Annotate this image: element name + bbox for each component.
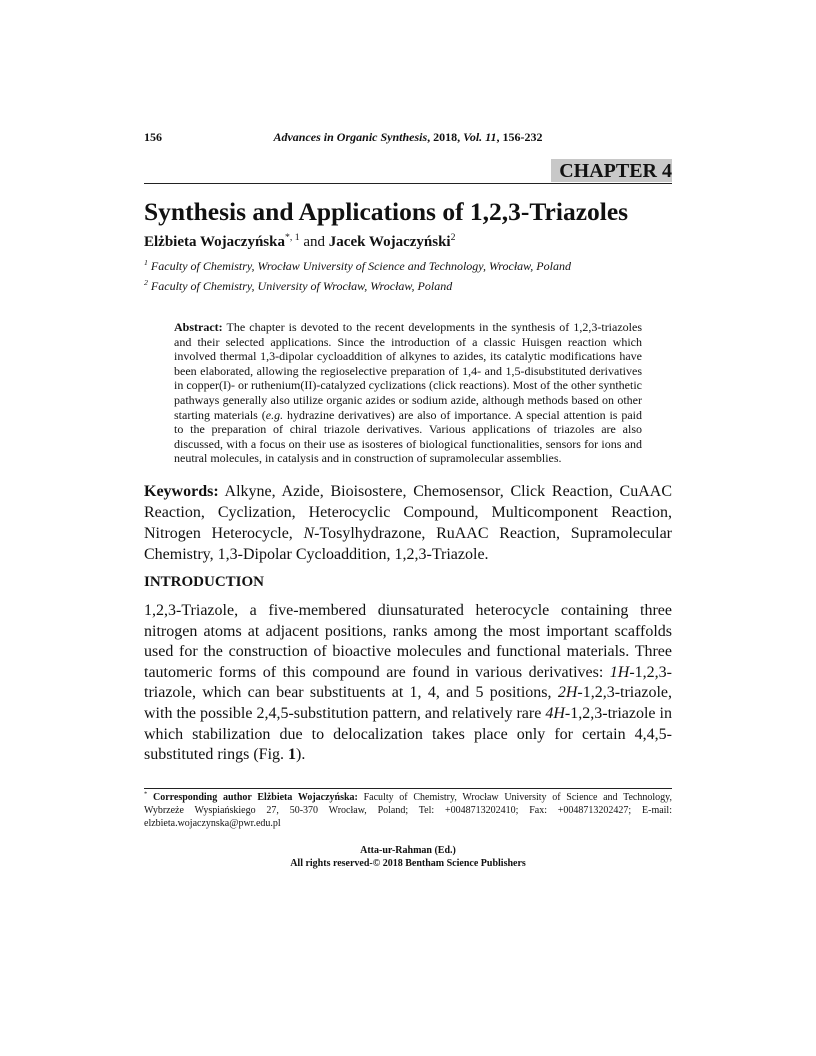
abstract-text: e.g. bbox=[265, 407, 284, 422]
chapter-label: CHAPTER 4 bbox=[551, 159, 672, 182]
authors-and: and bbox=[299, 234, 329, 250]
keywords-text: N bbox=[303, 524, 315, 542]
footnote bbox=[144, 791, 672, 830]
journal-volume: Vol. 11 bbox=[463, 130, 497, 144]
affiliation-number: 1 bbox=[144, 258, 148, 267]
keywords-text: -Tosylhydrazone, RuAAC Reaction, Supramolecular Chemistry, 1,3-Dipolar Cycloaddition, 1,2,3-Triazole. bbox=[144, 524, 673, 563]
affiliation-text: Faculty of Chemistry, Wrocław University of Science and Technology, Wrocław, Poland bbox=[150, 259, 571, 273]
header-rule bbox=[144, 183, 672, 184]
figure-link[interactable]: 1 bbox=[288, 746, 297, 764]
affiliation-2 bbox=[144, 279, 672, 293]
page-number: 156 bbox=[144, 130, 162, 144]
footnote-mark: * bbox=[144, 790, 148, 798]
body-text: 4H bbox=[545, 704, 565, 722]
footnote-label: Corresponding author Elżbieta Wojaczyńska: bbox=[152, 791, 358, 803]
introduction-paragraph bbox=[144, 601, 672, 766]
body-text: 1H bbox=[609, 663, 630, 681]
body-text: -1,2,3-triazole in which stabilization due to delocalization takes place only for certain 4,4,5-substituted rings (Fig. bbox=[144, 704, 672, 764]
footnote-rule bbox=[144, 788, 672, 789]
journal-pages: , 156-232 bbox=[496, 130, 543, 144]
abstract-label: Abstract: bbox=[174, 320, 223, 334]
body-text: ). bbox=[296, 746, 306, 764]
abstract bbox=[174, 320, 642, 466]
chapter-title: Synthesis and Applications of 1,2,3-Triazoles bbox=[144, 197, 629, 226]
body-text: -1,2,3-triazole, which can bear substituents at 1, 4, and 5 positions, bbox=[144, 663, 672, 702]
affiliation-1 bbox=[144, 259, 672, 273]
page-body bbox=[144, 197, 672, 870]
journal-citation bbox=[204, 130, 612, 145]
running-header bbox=[144, 130, 672, 145]
authors bbox=[144, 233, 672, 251]
body-text: 1,2,3-Triazole, a five-membered diunsaturated heterocycle containing three nitrogen atoms at adjacent positions, ranks among the most important scaffolds used for the construction of bioactive molecules and functional materials. Three tautomeric forms of this compound are found in various derivatives: bbox=[144, 601, 672, 681]
journal-year: , 2018, bbox=[427, 130, 464, 144]
author-2: Jacek Wojaczyński bbox=[328, 234, 451, 250]
author-1: Elżbieta Wojaczyńska bbox=[144, 234, 285, 250]
editor-credit bbox=[144, 844, 672, 870]
section-heading: INTRODUCTION bbox=[144, 573, 265, 590]
footnote-text: Faculty of Chemistry, Wrocław University of Science and Technology, Wybrzeże Wyspiańskiego 27, 50-370 Wrocław, Poland; Tel: +0048713202410; Fax: +0048713202427; E-mail: elzbieta.wojaczynska@pwr.edu.pl bbox=[144, 791, 672, 829]
copyright: All rights reserved-© 2018 Bentham Science Publishers bbox=[290, 857, 526, 869]
keywords-label: Keywords: bbox=[144, 482, 219, 500]
affiliation-text: Faculty of Chemistry, University of Wrocław, Wrocław, Poland bbox=[150, 279, 453, 293]
author-1-affil: *, 1 bbox=[284, 232, 300, 243]
keywords bbox=[144, 481, 672, 565]
abstract-text: hydrazine derivatives) are also of importance. A special attention is paid to the preparation of chiral triazole derivatives. Various applications of triazoles are also discussed, with a focus on their use as isosteres of biological functionalities, sensors for ions and neutral molecules, in catalysis and in construction of supramolecular assemblies. bbox=[174, 407, 642, 466]
keywords-text: Alkyne, Azide, Bioisostere, Chemosensor, Click Reaction, CuAAC Reaction, Cyclization, Heterocyclic Compound, Multicomponent Reaction, Nitrogen Heterocycle, bbox=[144, 482, 672, 542]
affiliation-number: 2 bbox=[144, 278, 148, 287]
body-text: -1,2,3-triazole, with the possible 2,4,5-substitution pattern, and relatively rare bbox=[144, 684, 672, 722]
author-2-affil: 2 bbox=[450, 232, 456, 243]
body-text: 2H bbox=[557, 684, 578, 702]
journal-name: Advances in Organic Synthesis bbox=[273, 130, 428, 144]
abstract-text: The chapter is devoted to the recent developments in the synthesis of 1,2,3-triazoles and their selected applications. Since the introduction of a classic Huisgen reaction which involved thermal 1,3-dipolar cycloaddition of alkynes to azides, its catalytic modifications have been elaborated, allowing the regioselective preparation of 1,4- and 1,5-disubstituted derivatives in copper(I)- or ruthenium(II)-catalyzed cyclizations (click reactions). Most of the other synthetic pathways generally also utilize organic azides or sodium azide, although methods based on other starting materials ( bbox=[174, 320, 642, 422]
editor-name: Atta-ur-Rahman (Ed.) bbox=[360, 844, 456, 856]
